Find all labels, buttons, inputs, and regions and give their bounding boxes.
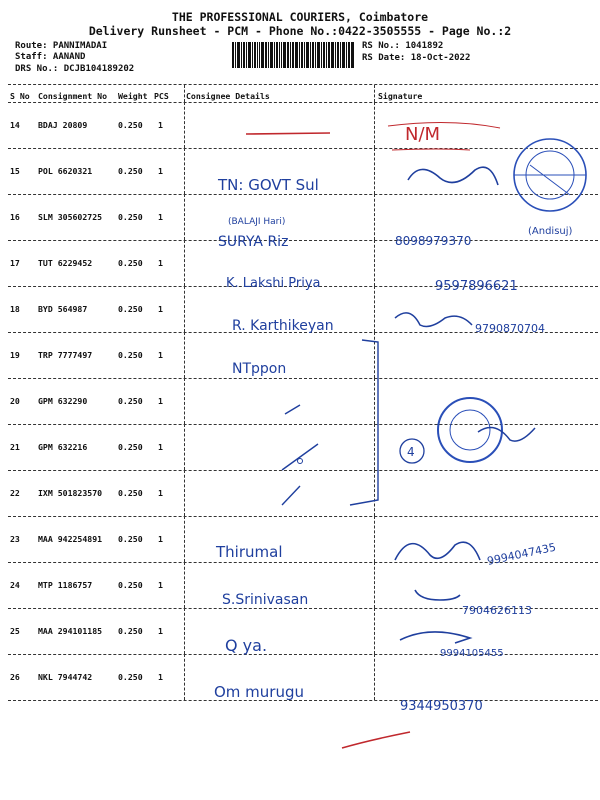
consignee-handwriting: (BALAJI Hari) (228, 217, 286, 227)
row-pcs: 1 (158, 304, 163, 314)
divider (8, 286, 598, 287)
divider (374, 378, 375, 424)
phone-handwriting: 9994105455 (440, 648, 504, 659)
row-consignment: MTP 1186757 (38, 580, 93, 590)
row-pcs: 1 (158, 534, 163, 544)
divider (184, 470, 185, 516)
row-weight: 0.250 (118, 304, 143, 314)
row-pcs: 1 (158, 212, 163, 222)
row-pcs: 1 (158, 672, 163, 682)
divider (184, 424, 185, 470)
divider (374, 654, 375, 700)
consignee-handwriting: Thirumal (216, 543, 283, 561)
row-weight: 0.250 (118, 626, 143, 636)
divider (184, 562, 185, 608)
ditto-mark (285, 405, 300, 414)
consignee-handwriting: NTppon (232, 361, 287, 377)
row-pcs: 1 (158, 258, 163, 268)
signature-scribble (395, 313, 472, 327)
phone-handwriting: 9994047435 (485, 540, 558, 568)
consignee-handwriting: R. Karthikeyan (232, 318, 334, 334)
divider (8, 148, 598, 149)
divider (8, 332, 598, 333)
receiver-stamp (514, 139, 586, 211)
row-weight: 0.250 (118, 212, 143, 222)
row-weight: 0.250 (118, 672, 143, 682)
row-sno: 18 (10, 304, 20, 314)
divider (8, 102, 598, 103)
consignee-handwriting: TN: GOVT Sul (218, 176, 319, 194)
divider (8, 654, 598, 655)
col-header-pcs: PCS (154, 91, 169, 101)
row-weight: 0.250 (118, 166, 143, 176)
row-weight: 0.250 (118, 396, 143, 406)
row-pcs: 1 (158, 120, 163, 130)
red-stroke (246, 133, 330, 134)
row-consignment: BDAJ 20809 (38, 120, 88, 130)
note-handwriting: (Andisuj) (528, 226, 573, 237)
consignee-handwriting: S.Srinivasan (222, 592, 309, 608)
phone-handwriting: 9597896621 (435, 279, 518, 294)
consignee-handwriting: SURYA Riz (218, 234, 289, 250)
rs-date: RS Date: 18-Oct-2022 (362, 53, 471, 63)
divider (184, 378, 185, 424)
staff-label: Staff: AANAND (15, 52, 86, 62)
row-sno: 14 (10, 120, 20, 130)
row-sno: 17 (10, 258, 20, 268)
row-consignment: GPM 632216 (38, 442, 88, 452)
row-sno: 21 (10, 442, 20, 452)
company-name: THE PROFESSIONAL COURIERS, Coimbatore (171, 10, 429, 24)
divider (374, 470, 375, 516)
row-sno: 22 (10, 488, 20, 498)
row-weight: 0.250 (118, 580, 143, 590)
row-consignment: MAA 294101185 (38, 626, 103, 636)
row-pcs: 1 (158, 166, 163, 176)
row-sno: 23 (10, 534, 20, 544)
phone-handwriting: 9344950370 (400, 699, 483, 714)
divider (8, 378, 598, 379)
row-sno: 15 (10, 166, 20, 176)
red-scribble (388, 122, 500, 150)
runsheet-subtitle: Delivery Runsheet - PCM - Phone No.:0422-3505555 - Page No.:2 (88, 24, 512, 38)
col-header-sno: S No (10, 91, 30, 101)
signature-scribble (478, 428, 535, 442)
signature-text: N/M (405, 124, 441, 145)
circled-number (400, 439, 424, 463)
row-consignment: GPM 632290 (38, 396, 88, 406)
consignee-handwriting: Q ya. (225, 636, 268, 655)
divider (8, 516, 598, 517)
divider (374, 562, 375, 608)
row-sno: 20 (10, 396, 20, 406)
signature-scribble (395, 542, 480, 560)
row-consignment: TRP 7777497 (38, 350, 93, 360)
document-header (0, 10, 600, 38)
divider (374, 516, 375, 562)
col-header-consignment: Consignment No (38, 91, 108, 101)
divider (374, 608, 375, 654)
divider (8, 562, 598, 563)
consignee-handwriting: K. Lakshi Priya (226, 276, 321, 291)
divider (8, 470, 598, 471)
divider (8, 424, 598, 425)
divider (374, 424, 375, 470)
divider (374, 240, 375, 286)
row-consignment: MAA 942254891 (38, 534, 103, 544)
signature-scribble (408, 167, 498, 185)
ditto-mark (282, 444, 318, 470)
ditto-mark (282, 486, 300, 505)
divider (184, 194, 185, 240)
divider (184, 240, 185, 286)
divider (8, 84, 598, 85)
row-consignment: SLM 305602725 (38, 212, 103, 222)
signature-scribble (400, 632, 470, 643)
divider (374, 102, 375, 148)
company-stamp (438, 398, 502, 462)
row-consignment: NKL 7944742 (38, 672, 93, 682)
row-sno: 19 (10, 350, 20, 360)
row-sno: 24 (10, 580, 20, 590)
divider (8, 240, 598, 241)
rs-number: RS No.: 1041892 (362, 41, 444, 51)
divider (374, 286, 375, 332)
signature-scribble (415, 590, 460, 600)
phone-handwriting: 8098979370 (395, 234, 472, 248)
divider (8, 700, 598, 701)
row-weight: 0.250 (118, 442, 143, 452)
route-label: Route: PANNIMADAI (15, 41, 108, 51)
divider (184, 516, 185, 562)
divider (374, 332, 375, 378)
divider (8, 194, 598, 195)
divider (184, 102, 185, 148)
row-sno: 25 (10, 626, 20, 636)
row-consignment: BYD 564987 (38, 304, 88, 314)
divider (184, 148, 185, 194)
ditto-mark (298, 459, 303, 464)
divider (184, 608, 185, 654)
consignee-handwriting: Om murugu (214, 683, 305, 701)
row-pcs: 1 (158, 488, 163, 498)
red-stroke (342, 732, 410, 748)
col-header-signature: Signature (378, 91, 423, 101)
row-weight: 0.250 (118, 120, 143, 130)
circled-number-text: 4 (407, 445, 415, 459)
drs-number: DRS No.: DCJB104189202 (15, 64, 135, 74)
divider (184, 85, 185, 102)
col-header-weight: Weight (118, 91, 148, 101)
row-sno: 16 (10, 212, 20, 222)
row-pcs: 1 (158, 442, 163, 452)
barcode (232, 42, 354, 68)
phone-handwriting: 7904626113 (462, 604, 532, 617)
divider (184, 332, 185, 378)
divider (184, 286, 185, 332)
divider (8, 608, 598, 609)
col-header-consignee: Consignee Details (186, 91, 270, 101)
phone-handwriting: 9790870704 (475, 322, 545, 335)
row-pcs: 1 (158, 350, 163, 360)
row-consignment: POL 6620321 (38, 166, 93, 176)
row-sno: 26 (10, 672, 20, 682)
row-consignment: TUT 6229452 (38, 258, 93, 268)
divider (374, 148, 375, 194)
divider (374, 194, 375, 240)
row-weight: 0.250 (118, 488, 143, 498)
row-pcs: 1 (158, 396, 163, 406)
row-weight: 0.250 (118, 534, 143, 544)
row-consignment: IXM 501823570 (38, 488, 103, 498)
row-weight: 0.250 (118, 350, 143, 360)
divider (184, 654, 185, 700)
row-pcs: 1 (158, 626, 163, 636)
row-weight: 0.250 (118, 258, 143, 268)
row-pcs: 1 (158, 580, 163, 590)
divider (374, 85, 375, 102)
